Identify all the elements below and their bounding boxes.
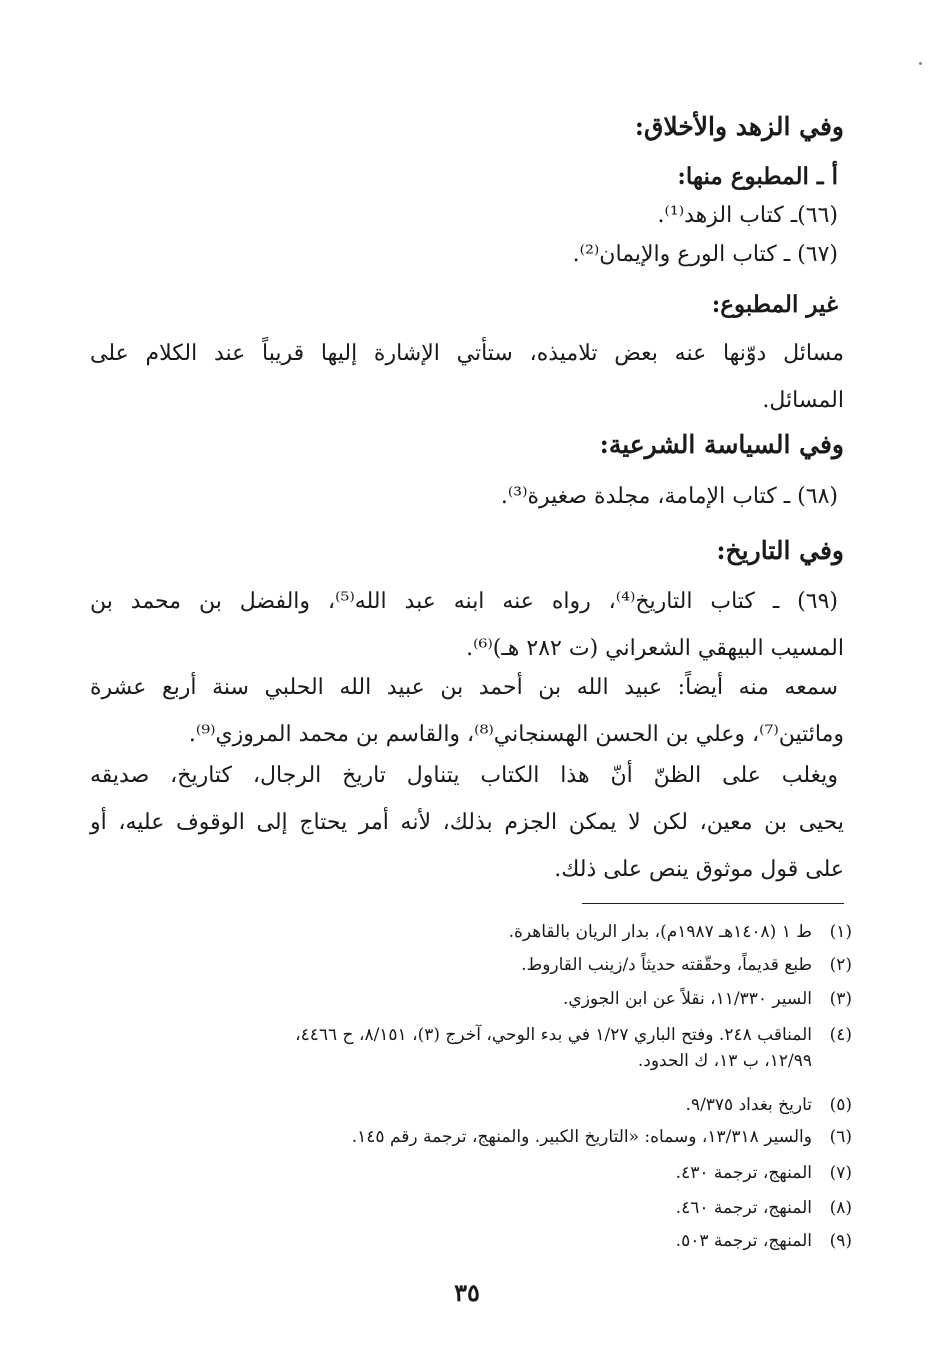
paragraph-line: ويغلب على الظنّ أنّ هذا الكتاب يتناول تاريخ الرجال، كتاريخ، صديقه (90, 763, 838, 788)
footnote-3 (60, 989, 852, 1009)
scan-speck (919, 62, 922, 65)
paragraph-line: سمعه منه أيضاً: عبيد الله بن أحمد بن عبيد الله الحلبي سنة أربع عشرة (90, 675, 838, 700)
footnote-number: (٨) (829, 1198, 852, 1218)
footnote-text: السير ١١/٣٣٠، نقلاً عن ابن الجوزي. (562, 989, 812, 1009)
footnote-6 (60, 1127, 852, 1147)
tarikh-heading: وفي التاريخ: (716, 536, 844, 565)
paragraph-line: ومائتين⁽⁷⁾، وعلي بن الحسن الهسنجاني⁽⁸⁾، والقاسم بن محمد المروزي⁽⁹⁾. (188, 722, 844, 747)
footnote-8 (60, 1198, 852, 1218)
footnote-text: ط ١ (١٤٠٨هـ ١٩٨٧م)، بدار الريان بالقاهرة. (508, 922, 812, 942)
footnote-number: (٣) (829, 989, 852, 1009)
footnote-9 (60, 1231, 852, 1251)
footnote-text: المنهج، ترجمة ٤٦٠. (675, 1198, 812, 1218)
footnote-text: المنهج، ترجمة ٥٠٣. (675, 1231, 812, 1251)
printed-heading: أ ـ المطبوع منها: (677, 163, 838, 190)
paragraph-line: مسائل دوّنها عنه بعض تلاميذه، ستأتي الإشارة إليها قريباً عند الكلام على (90, 341, 844, 366)
footnote-number: (٢) (829, 955, 852, 975)
footnote-number: (٩) (829, 1231, 852, 1251)
item-69-paragraph (90, 578, 844, 672)
paragraph-line: يحيى بن معين، لكن لا يمكن الجزم بذلك، لأنه أمر يحتاج إلى الوقوف عليه، أو (90, 810, 844, 835)
footnote-text: المناقب ٢٤٨. وفتح الباري ١/٢٧ في بدء الوحي، آخرج (٣)، ٨/١٥١، ح ٤٤٦٦، (295, 1025, 812, 1045)
paragraph-line: على قول موثوق ينص على ذلك. (554, 857, 844, 882)
footnote-text: طبع قديماً، وحقّقته حديثاً د/زينب القاروط. (521, 955, 812, 975)
item-68: (٦٨) ـ كتاب الإمامة، مجلدة صغيرة⁽³⁾. (500, 484, 838, 509)
unprinted-paragraph (90, 330, 844, 424)
unprinted-heading: غير المطبوع: (711, 291, 838, 318)
footnote-continuation: ١٢/٩٩، ب ١٣، ك الحدود. (637, 1051, 812, 1071)
footnote-7 (60, 1163, 852, 1183)
zuhd-heading: وفي الزهد والأخلاق: (634, 112, 844, 141)
paragraph-line: المسائل. (762, 388, 844, 413)
footnote-number: (١) (829, 922, 852, 942)
footnote-5 (60, 1095, 852, 1115)
footnote-2 (60, 955, 852, 975)
footnote-number: (٤) (829, 1025, 852, 1045)
footnote-number: (٧) (829, 1163, 852, 1183)
page-number: ٣٥ (454, 1278, 480, 1307)
paragraph-line: (٦٩) ـ كتاب التاريخ⁽⁴⁾، رواه عنه ابنه عبد الله⁽⁵⁾، والفضل بن محمد بن (90, 589, 838, 614)
footnote-4 (60, 1025, 852, 1071)
footnote-number: (٦) (829, 1127, 852, 1147)
siyasa-heading: وفي السياسة الشرعية: (599, 430, 844, 459)
item-66: (٦٦)ـ كتاب الزهد⁽¹⁾. (657, 203, 838, 228)
footnote-divider (582, 903, 844, 904)
footnote-text: تاريخ بغداد ٩/٣٧٥. (685, 1095, 812, 1115)
footnote-text: والسير ١٣/٣١٨، وسماه: «التاريخ الكبير. والمنهج، ترجمة رقم ١٤٥. (351, 1127, 812, 1147)
paragraph-line: المسيب البيهقي الشعراني (ت ٢٨٢ هـ)⁽⁶⁾. (466, 636, 844, 661)
item-67: (٦٧) ـ كتاب الورع والإيمان⁽²⁾. (572, 242, 838, 267)
sami-paragraph (90, 664, 844, 758)
footnote-1 (60, 922, 852, 942)
footnote-text: المنهج، ترجمة ٤٣٠. (675, 1163, 812, 1183)
zann-paragraph (90, 752, 844, 893)
footnote-number: (٥) (829, 1095, 852, 1115)
